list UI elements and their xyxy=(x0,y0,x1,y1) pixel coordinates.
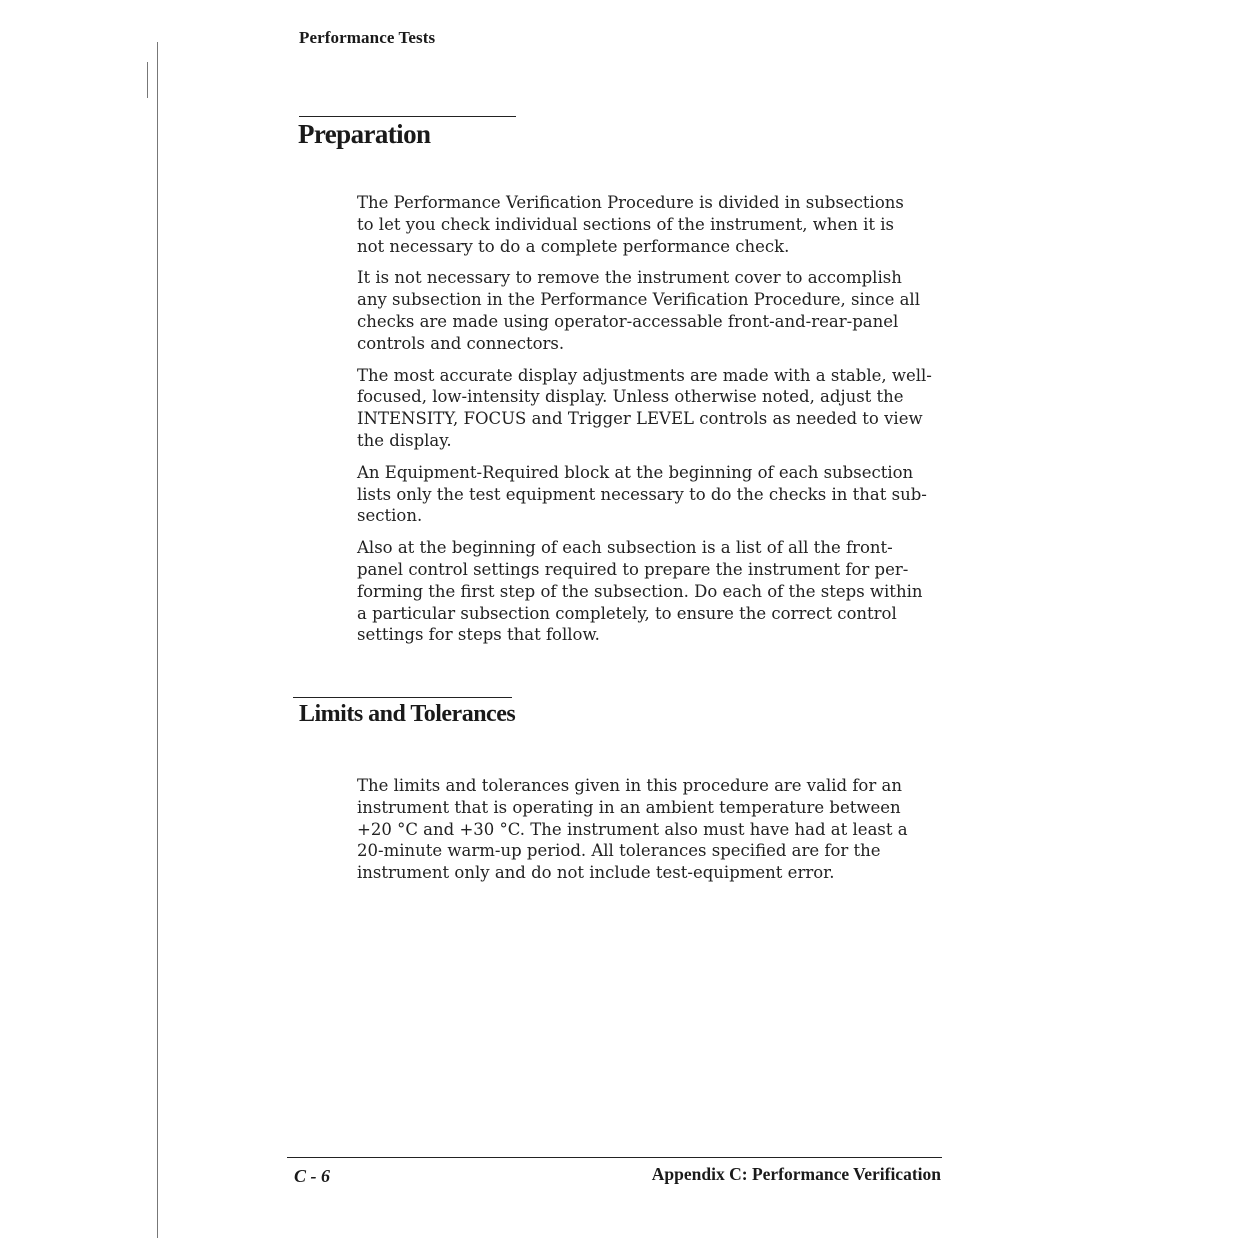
paragraph: An Equipment-Required block at the beginning of each subsection lists only the test equipment necessary to do the checks in that sub- section. xyxy=(357,462,927,526)
paragraph: The Performance Verification Procedure is divided in subsections to let you check individual sections of the instrument, when it is not necessary to do a complete performance check. xyxy=(357,193,904,256)
paragraph: The most accurate display adjustments are made with a stable, well- focused, low-intensity display. Unless otherwise noted, adjust the INTENSITY, FOCUS and Trigger LEVEL controls as needed to view the display. xyxy=(357,365,932,450)
paragraph: The limits and tolerances given in this procedure are valid for an instrument that is operating in an ambient temperature between +20 °C and +30 °C. The instrument also must have had at least a 20-minute warm-up period. All tolerances specified are for the instrument only and do not include test-equipment error. xyxy=(357,776,908,883)
section-heading-preparation: Preparation xyxy=(298,119,431,149)
scan-binding-line xyxy=(147,62,148,98)
limits-body xyxy=(357,775,941,894)
section-heading-limits-and-tolerances: Limits and Tolerances xyxy=(299,701,516,727)
running-header: Performance Tests xyxy=(299,28,436,47)
page-number: C - 6 xyxy=(294,1166,330,1186)
scan-binding-line xyxy=(157,42,158,1238)
section-rule xyxy=(299,116,516,117)
preparation-body xyxy=(357,192,947,656)
paragraph: Also at the beginning of each subsection is a list of all the front- panel control settings required to prepare the instrument for per- forming the first step of the subsection. Do each of the steps within a particular subsection completely, to ensure the correct control settings for steps that follow. xyxy=(357,538,923,645)
section-rule xyxy=(293,697,512,698)
paragraph: It is not necessary to remove the instrument cover to accomplish any subsection in the Performance Verification Procedure, since all checks are made using operator-accessable front-and-rear-panel controls and connectors. xyxy=(357,268,920,353)
footer-rule xyxy=(287,1157,942,1158)
footer-chapter-title: Appendix C: Performance Verification xyxy=(651,1164,941,1184)
